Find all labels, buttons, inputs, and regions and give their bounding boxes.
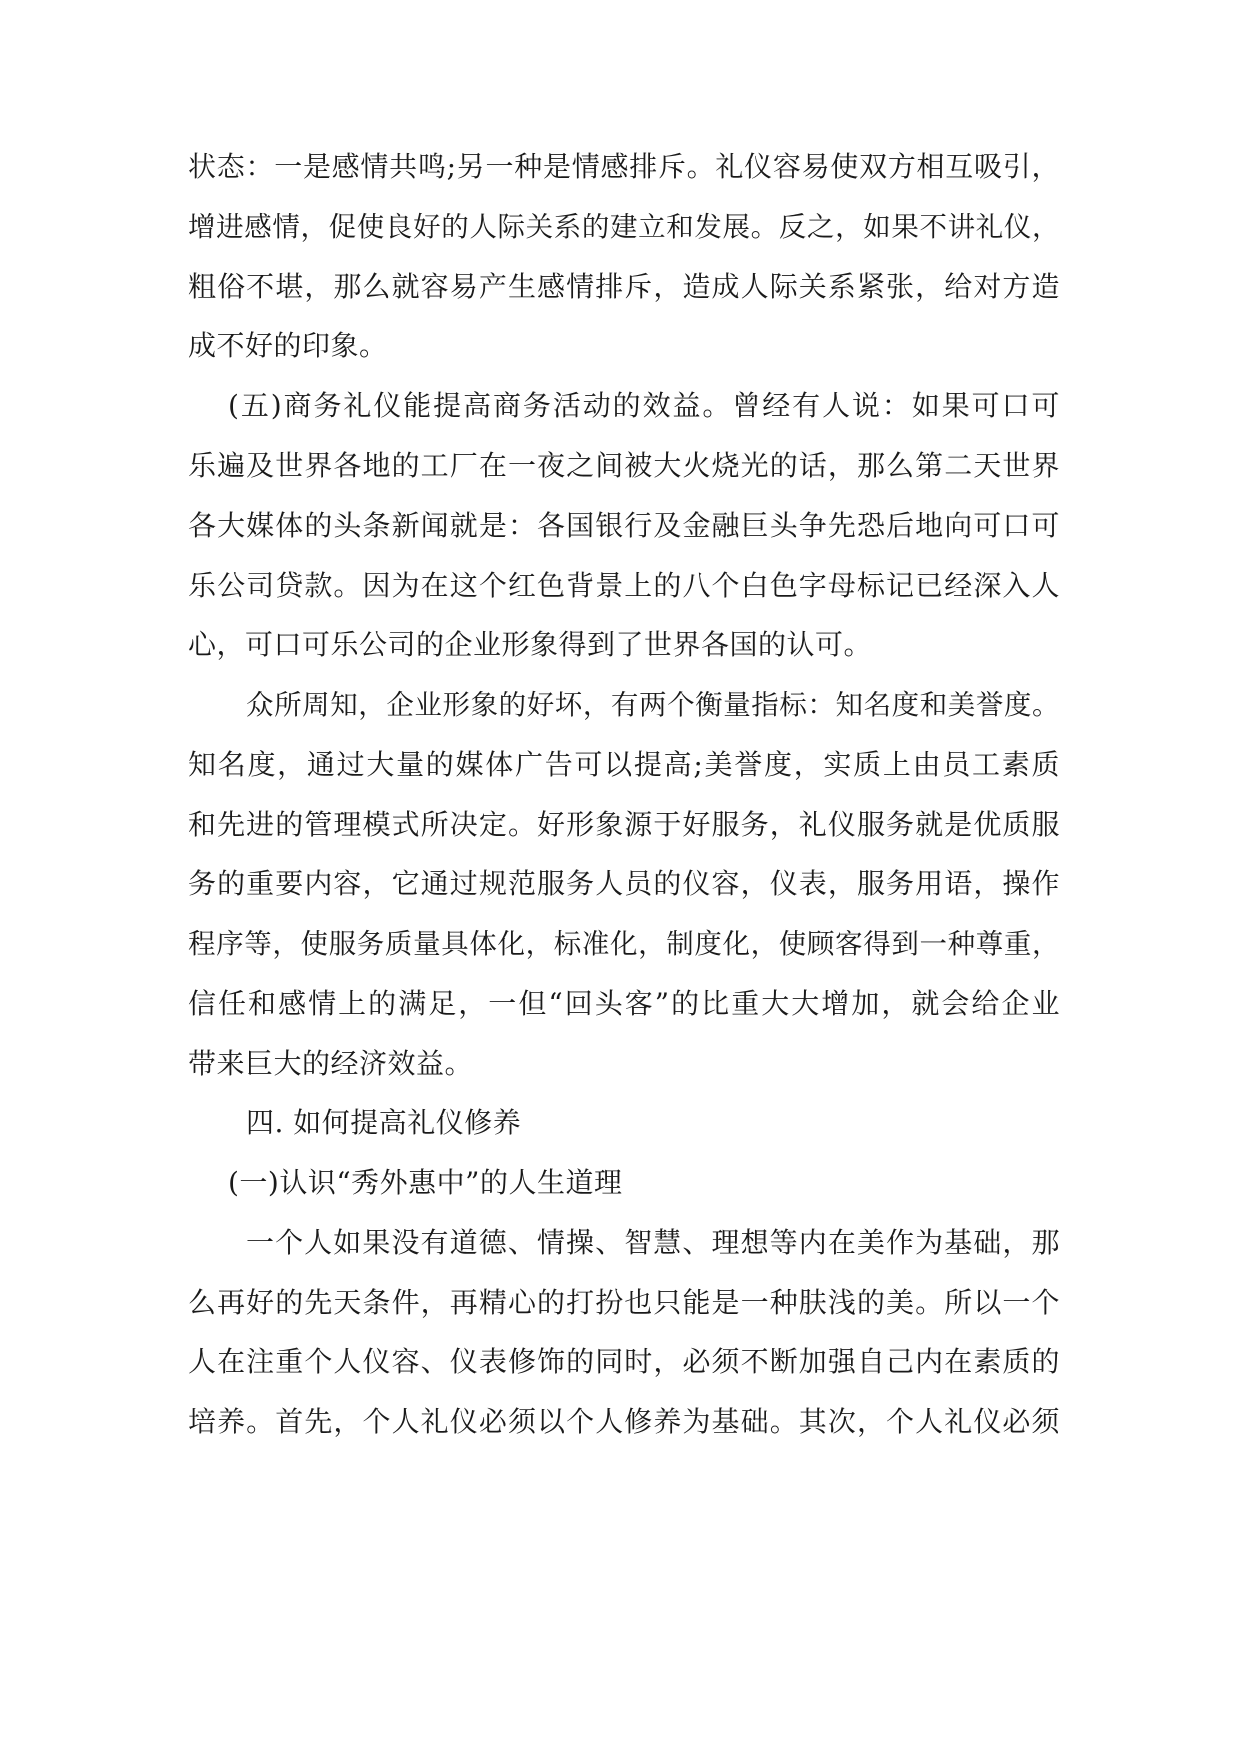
text-line: 增进感情，促使良好的人际关系的建立和发展。反之，如果不讲礼仪， xyxy=(188,211,1060,243)
section-heading: 四. 如何提高礼仪修养 xyxy=(246,1106,522,1139)
text-line: 心，可口可乐公司的企业形象得到了世界各国的认可。 xyxy=(188,628,873,661)
text-line: 乐公司贷款。因为在这个红色背景上的八个白色字母标记已经深入人 xyxy=(188,569,1060,602)
text-line: 信任和感情上的满足，一但“回头客”的比重大大增加，就会给企业 xyxy=(188,987,1060,1020)
text-line: 务的重要内容，它通过规范服务人员的仪容，仪表，服务用语，操作 xyxy=(188,867,1060,900)
text-line: 粗俗不堪，那么就容易产生感情排斥，造成人际关系紧张，给对方造 xyxy=(188,270,1060,303)
text-line: 和先进的管理模式所决定。好形象源于好服务，礼仪服务就是优质服 xyxy=(188,808,1060,841)
subsection-heading: (一)认识“秀外惠中”的人生道理 xyxy=(228,1166,623,1199)
paragraph-first-line: 一个人如果没有道德、情操、智慧、理想等内在美作为基础，那 xyxy=(246,1226,1060,1259)
text-line: 程序等，使服务质量具体化，标准化，制度化，使顾客得到一种尊重， xyxy=(188,928,1060,960)
text-line: 知名度，通过大量的媒体广告可以提高;美誉度，实质上由员工素质 xyxy=(188,748,1060,781)
text-line: 么再好的先天条件，再精心的打扮也只能是一种肤浅的美。所以一个 xyxy=(188,1286,1060,1319)
text-line: 状态：一是感情共鸣;另一种是情感排斥。礼仪容易使双方相互吸引， xyxy=(188,150,1060,183)
paragraph-first-line: 众所周知，企业形象的好坏，有两个衡量指标：知名度和美誉度。 xyxy=(246,689,1060,721)
text-line: 乐遍及世界各地的工厂在一夜之间被大火烧光的话，那么第二天世界 xyxy=(188,449,1060,482)
paragraph-first-line: (五)商务礼仪能提高商务活动的效益。曾经有人说：如果可口可 xyxy=(228,389,1060,422)
text-line: 人在注重个人仪容、仪表修饰的同时，必须不断加强自己内在素质的 xyxy=(188,1345,1060,1378)
text-line: 成不好的印象。 xyxy=(188,329,388,362)
text-line: 培养。首先，个人礼仪必须以个人修养为基础。其次，个人礼仪必须 xyxy=(188,1405,1060,1438)
text-line: 带来巨大的经济效益。 xyxy=(188,1047,474,1080)
text-line: 各大媒体的头条新闻就是：各国银行及金融巨头争先恐后地向可口可 xyxy=(188,509,1060,542)
